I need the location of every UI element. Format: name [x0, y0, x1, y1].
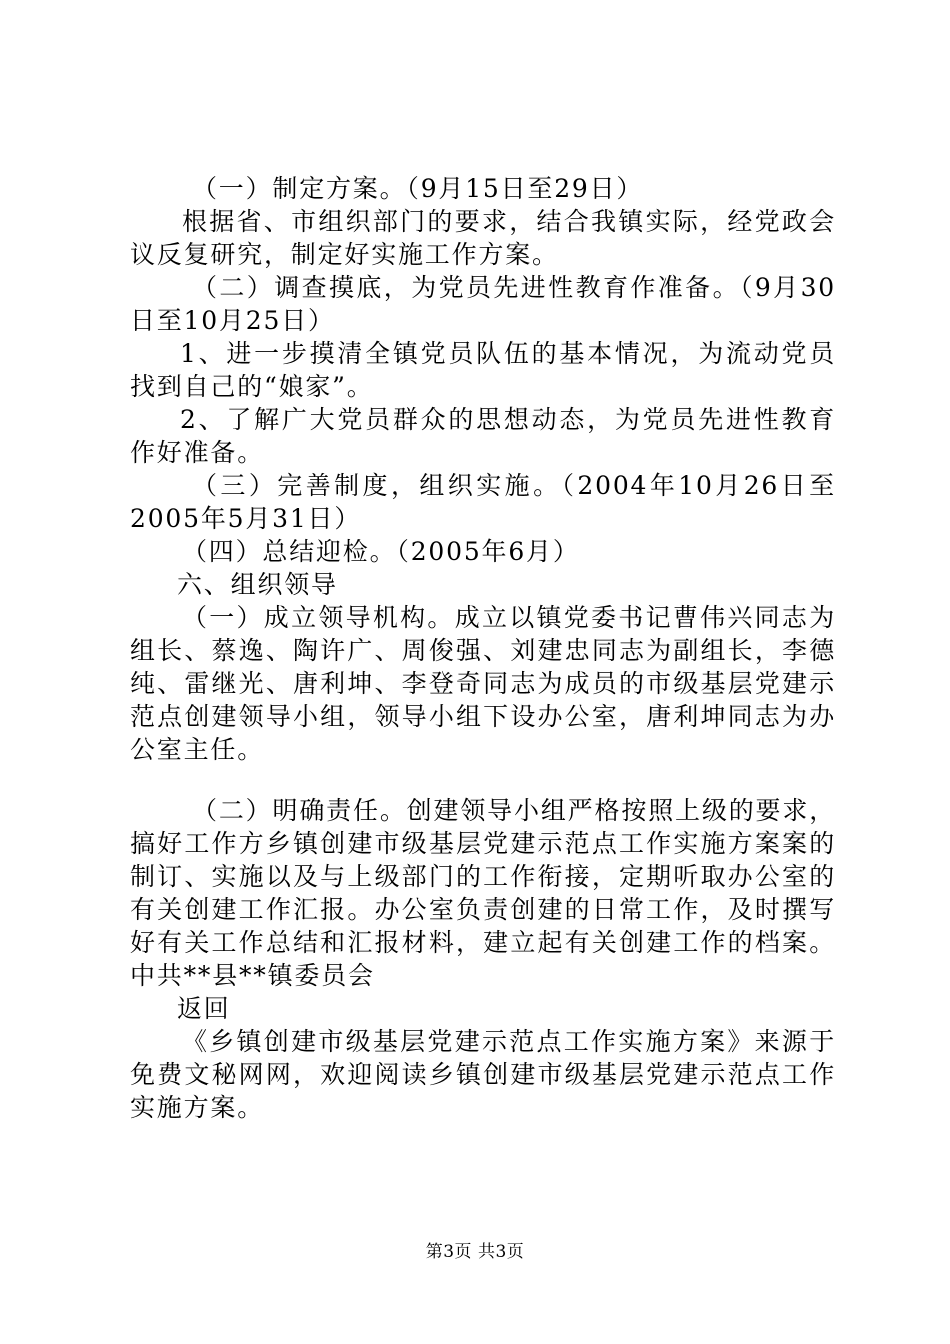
paragraph-leadership-body: （一）成立领导机构。成立以镇党委书记曹伟兴同志为组长、蔡逸、陶许广、周俊强、刘建忠同志为副组长，李德纯、雷继光、唐利坤、李登奇同志为成员的市级基层党建示范点创建领导小组，领导小组下设办公室，唐利坤同志为办公室主任。 — [130, 603, 836, 764]
paragraph-review: （四）总结迎检。（2005年6月） — [182, 537, 580, 566]
paragraph-implementation: （三）完善制度，组织实施。（2004年10月26日至2005年5月31日） — [130, 471, 836, 533]
page-footer: 第3页 共3页 — [425, 1242, 525, 1262]
paragraph-survey-item-2: 2、了解广大党员群众的思想动态，为党员先进性教育作好准备。 — [130, 405, 836, 467]
paragraph-responsibility: （二）明确责任。创建领导小组严格按照上级的要求，搞好工作方乡镇创建市级基层党建示范点工作实施方案案的制订、实施以及与上级部门的工作衔接，定期听取办公室的有关创建工作汇报。办公室负责创建的日常工作，及时撰写好有关工作总结和汇报材料，建立起有关创建工作的档案。中共**县**镇委员会 — [130, 796, 836, 990]
paragraph-plan: （一）制定方案。（9月15日至29日） — [192, 174, 644, 203]
section-heading-leadership: 六、组织领导 — [177, 570, 338, 599]
paragraph-source-note: 《乡镇创建市级基层党建示范点工作实施方案》来源于免费文秘网网，欢迎阅读乡镇创建市级基层党建示范点工作实施方案。 — [130, 1027, 836, 1122]
back-link[interactable]: 返回 — [177, 994, 231, 1023]
paragraph-plan-detail: 根据省、市组织部门的要求，结合我镇实际，经党政会议反复研究，制定好实施工作方案。 — [130, 207, 836, 269]
paragraph-survey-item-1: 1、进一步摸清全镇党员队伍的基本情况，为流动党员找到自己的“娘家”。 — [130, 339, 836, 401]
document-body — [130, 172, 836, 1124]
paragraph-gap — [130, 766, 836, 794]
paragraph-survey: （二）调查摸底，为党员先进性教育作准备。（9月30日至10月25日） — [130, 273, 836, 335]
